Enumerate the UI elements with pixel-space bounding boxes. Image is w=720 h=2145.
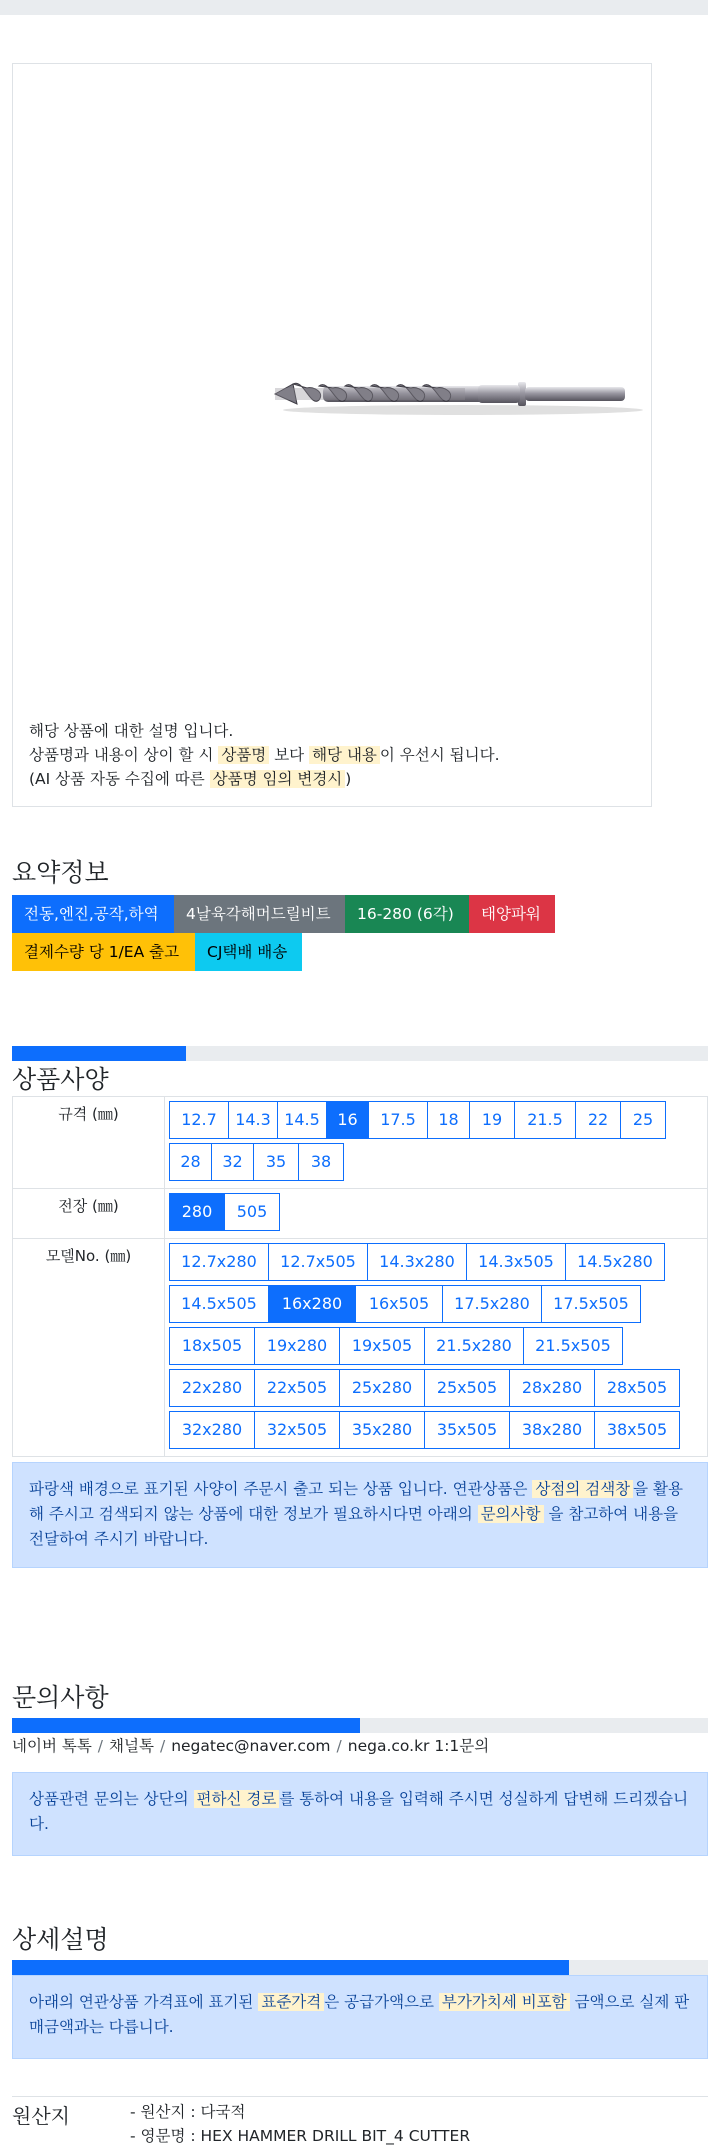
origin-label: 원산지 <box>12 2104 70 2128</box>
notice-line-1: 해당 상품에 대한 설명 입니다. <box>29 722 234 740</box>
notice-line-2: 상품명과 내용이 상이 할 시 상품명 보다 해당 내용 이 우선시 됩니다. <box>29 746 500 764</box>
spec-options <box>165 1239 708 1457</box>
inquiry-title: 문의사항 <box>12 1683 109 1712</box>
spec-option-button[interactable]: 280 <box>169 1193 225 1231</box>
spec-option-button[interactable]: 32x505 <box>254 1411 340 1449</box>
spec-label: 전장 (㎜) <box>13 1189 165 1239</box>
spec-option-button[interactable]: 14.3x505 <box>466 1243 566 1281</box>
origin-details <box>130 2100 470 2145</box>
spec-option-button[interactable]: 28x280 <box>509 1369 595 1407</box>
badge-product-type: 4날육각해머드릴비트 <box>174 895 345 933</box>
spec-option-button[interactable]: 19x505 <box>339 1327 425 1365</box>
specs-title: 상품사양 <box>12 1065 109 1094</box>
spec-option-button[interactable]: 505 <box>224 1193 280 1231</box>
inquiry-progress-fill <box>12 1718 360 1733</box>
spec-option-button[interactable]: 21.5x280 <box>424 1327 524 1365</box>
spec-info-alert: 파랑색 배경으로 표기된 사양이 주문시 출고 되는 상품 입니다. 연관상품은 상점의 검색창 을 활용해 주시고 검색되지 않는 상품에 대한 정보가 필요하시다면 아래의 문의사항 을 참고하여 내용을 전달하여 주시기 바랍니다. <box>12 1462 708 1568</box>
spec-option-button[interactable]: 28x505 <box>594 1369 680 1407</box>
spec-option-button[interactable]: 19 <box>469 1101 515 1139</box>
origin-country: - 원산지 : 다국적 <box>130 2103 246 2121</box>
spec-label: 모델No. (㎜) <box>13 1239 165 1457</box>
spec-option-button[interactable]: 18 <box>427 1101 470 1139</box>
specs-progress-fill <box>12 1046 186 1061</box>
spec-option-button[interactable]: 28 <box>169 1143 212 1181</box>
spec-option-button[interactable]: 22x280 <box>169 1369 255 1407</box>
channel-channel-talk[interactable]: 채널톡 <box>109 1737 154 1755</box>
origin-divider <box>12 2096 708 2097</box>
drill-bit-image <box>263 364 653 424</box>
channel-site-inquiry[interactable]: nega.co.kr 1:1문의 <box>347 1737 490 1755</box>
spec-options-table <box>12 1096 708 1457</box>
spec-row-model <box>13 1239 708 1457</box>
spec-options <box>165 1189 708 1239</box>
spec-option-button[interactable]: 17.5x280 <box>442 1285 542 1323</box>
top-scroll-bar <box>0 0 708 15</box>
channel-naver-talk[interactable]: 네이버 톡톡 <box>12 1737 92 1755</box>
spec-option-button[interactable]: 25x505 <box>424 1369 510 1407</box>
spec-option-button[interactable]: 35 <box>253 1143 299 1181</box>
spec-option-button[interactable]: 32 <box>211 1143 254 1181</box>
spec-option-button[interactable]: 14.3x280 <box>367 1243 467 1281</box>
origin-english-name: - 영문명 : HEX HAMMER DRILL BIT_4 CUTTER <box>130 2127 471 2145</box>
product-image-panel <box>12 63 652 807</box>
detail-progress-fill <box>12 1960 569 1975</box>
spec-option-button[interactable]: 32x280 <box>169 1411 255 1449</box>
spec-option-button[interactable]: 38x280 <box>509 1411 595 1449</box>
spec-label: 규격 (㎜) <box>13 1097 165 1189</box>
spec-option-button[interactable]: 19x280 <box>254 1327 340 1365</box>
spec-option-button[interactable]: 25x280 <box>339 1369 425 1407</box>
spec-option-button[interactable]: 12.7x280 <box>169 1243 269 1281</box>
spec-option-button[interactable]: 12.7x505 <box>268 1243 368 1281</box>
spec-option-button[interactable]: 22 <box>575 1101 621 1139</box>
spec-option-button[interactable]: 35x505 <box>424 1411 510 1449</box>
spec-row-size <box>13 1097 708 1189</box>
spec-option-button[interactable]: 25 <box>620 1101 666 1139</box>
spec-options <box>165 1097 708 1189</box>
badge-category: 전동,엔진,공작,하역 <box>12 895 174 933</box>
summary-title: 요약정보 <box>12 858 109 887</box>
badge-quantity: 결제수량 당 1/EA 출고 <box>12 933 195 971</box>
inquiry-progress-bar <box>12 1718 708 1733</box>
detail-info-alert: 아래의 연관상품 가격표에 표기된 표준가격 은 공급가액으로 부가가치세 비포함 금액으로 실제 판매금액과는 다릅니다. <box>12 1975 708 2059</box>
spec-option-button[interactable]: 21.5x505 <box>523 1327 623 1365</box>
spec-option-button[interactable]: 16x280 <box>268 1285 356 1323</box>
spec-option-button[interactable]: 14.5x505 <box>169 1285 269 1323</box>
spec-option-button[interactable]: 35x280 <box>339 1411 425 1449</box>
specs-progress-bar <box>12 1046 708 1061</box>
spec-option-button[interactable]: 14.3 <box>228 1101 278 1139</box>
spec-option-button[interactable]: 38x505 <box>594 1411 680 1449</box>
detail-title: 상세설명 <box>12 1925 109 1954</box>
notice-line-3: (AI 상품 자동 수집에 따른 상품명 임의 변경시 ) <box>29 770 352 788</box>
spec-option-button[interactable]: 14.5 <box>277 1101 327 1139</box>
product-notice <box>29 719 500 791</box>
channel-email[interactable]: negatec@naver.com <box>171 1737 331 1755</box>
spec-option-button[interactable]: 21.5 <box>514 1101 576 1139</box>
inquiry-info-alert: 상품관련 문의는 상단의 편하신 경로 를 통하여 내용을 입력해 주시면 성실하게 답변해 드리겠습니다. <box>12 1772 708 1856</box>
spec-option-button[interactable]: 16 <box>326 1101 369 1139</box>
spec-option-button[interactable]: 17.5x505 <box>541 1285 641 1323</box>
badge-spec: 16-280 (6각) <box>345 895 469 933</box>
badge-shipping: CJ택배 배송 <box>195 933 302 971</box>
spec-option-button[interactable]: 16x505 <box>355 1285 443 1323</box>
spec-option-button[interactable]: 22x505 <box>254 1369 340 1407</box>
detail-progress-bar <box>12 1960 708 1975</box>
spec-option-button[interactable]: 38 <box>298 1143 344 1181</box>
spec-option-button[interactable]: 14.5x280 <box>565 1243 665 1281</box>
badge-brand: 태양파워 <box>469 895 555 933</box>
spec-row-length <box>13 1189 708 1239</box>
spec-option-button[interactable]: 18x505 <box>169 1327 255 1365</box>
spec-option-button[interactable]: 12.7 <box>169 1101 229 1139</box>
spec-option-button[interactable]: 17.5 <box>368 1101 428 1139</box>
contact-channels: 네이버 톡톡 / 채널톡 / negatec@naver.com / nega.co.kr 1:1문의 <box>12 1737 490 1755</box>
